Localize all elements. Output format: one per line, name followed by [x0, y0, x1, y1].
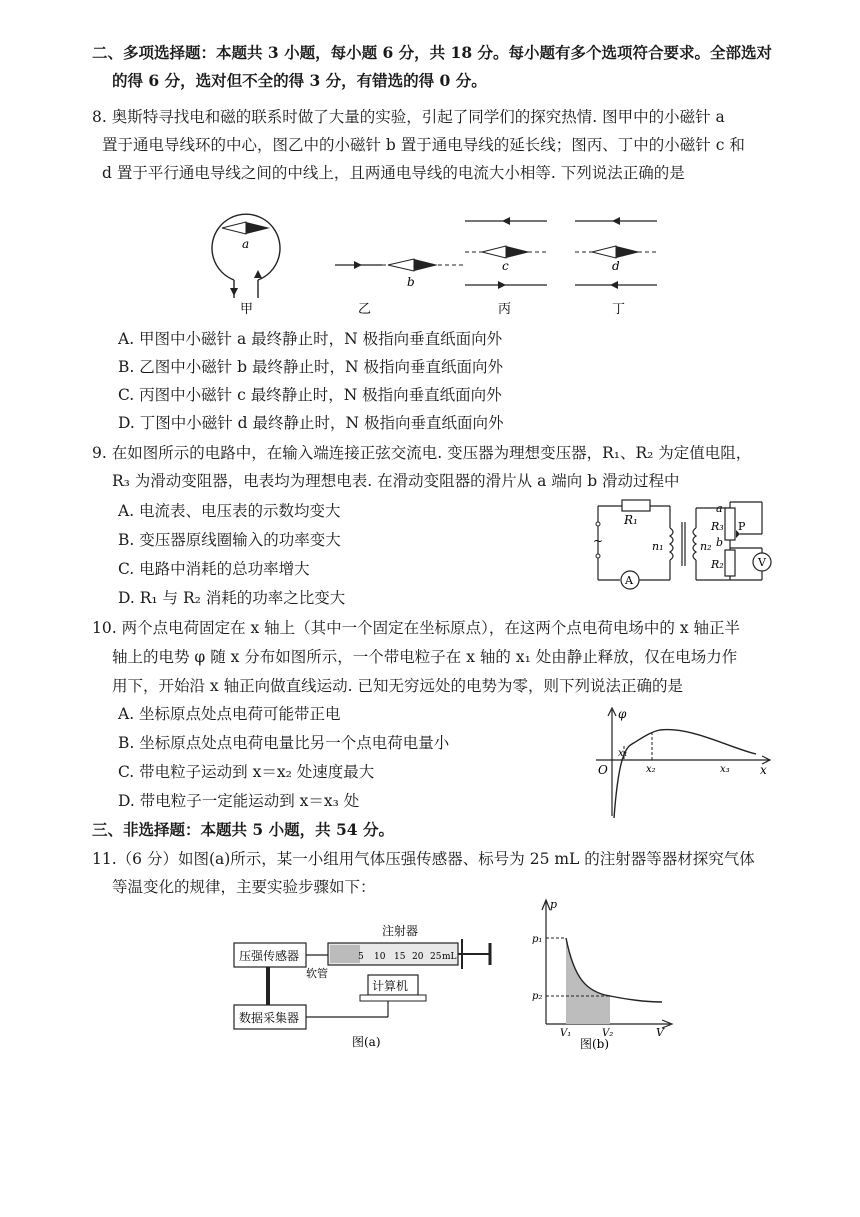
- q9-option-a: A. 电流表、电压表的示数均变大: [118, 502, 341, 520]
- needle-d-label: d: [612, 259, 620, 273]
- r3-label: R₃: [711, 520, 724, 533]
- terminal-a-label: a: [716, 502, 723, 515]
- needle-a-label: a: [242, 237, 250, 251]
- q8-figure: [200, 188, 680, 323]
- q9-stem-2: R₃ 为滑动变阻器，电表均为理想电表. 在滑动变阻器的滑片从 a 端向 b 滑动过程中: [112, 472, 680, 490]
- caption-ding: 丁: [612, 302, 626, 317]
- tube-label: 软管: [306, 967, 328, 980]
- section2-heading: 二、多项选择题：本题共 3 小题，每小题 6 分，共 18 分。每小题有多个选项符合要求。全部选对: [92, 43, 773, 62]
- q8-option-b: B. 乙图中小磁针 b 最终静止时，N 极指向垂直纸面向外: [118, 358, 504, 376]
- x1-label: x₁: [618, 748, 628, 759]
- x-axis-label: x: [760, 763, 767, 777]
- r1-label: R₁: [624, 513, 638, 527]
- q8-stem-2: 置于通电导线环的中心，图乙中的小磁针 b 置于通电导线的延长线；图丙、丁中的小磁针 c 和: [102, 136, 745, 154]
- x2-label: x₂: [646, 764, 656, 775]
- scale-15: 15: [394, 952, 406, 962]
- q10-potential-graph: [590, 704, 780, 822]
- q10-option-b: B. 坐标原点处点电荷电量比另一个点电荷电量小: [118, 734, 450, 752]
- figure-bing: [465, 217, 547, 317]
- computer-label: 计算机: [372, 979, 409, 993]
- q10-stem-1: 10. 两个点电荷固定在 x 轴上（其中一个固定在坐标原点），在这两个点电荷电场中的 x 轴正半: [92, 619, 741, 637]
- terminal-b-label: b: [716, 536, 724, 549]
- fig-a-caption: 图(a): [352, 1035, 381, 1049]
- q9-option-d: D. R₁ 与 R₂ 消耗的功率之比变大: [118, 589, 346, 607]
- q9-stem-1: 9. 在如图所示的电路中，在输入端连接正弦交流电. 变压器为理想变压器，R₁、R₂ 为定值电阻，: [92, 444, 752, 462]
- scale-unit: mL: [442, 952, 457, 962]
- p-axis-label: p: [550, 898, 558, 911]
- resistor-r1: [622, 500, 650, 511]
- q8-stem-1: 8. 奥斯特寻找电和磁的联系时做了大量的实验，引起了同学们的探究热情. 图甲中的小磁针 a: [92, 108, 725, 126]
- phi-axis-label: φ: [618, 707, 627, 721]
- q10-option-c: C. 带电粒子运动到 x＝x₂ 处速度最大: [118, 763, 375, 781]
- q10-stem-2: 轴上的电势 φ 随 x 分布如图所示，一个带电粒子在 x 轴的 x₁ 处由静止释放，仅在电场力作: [112, 648, 738, 666]
- caption-yi: 乙: [358, 302, 372, 317]
- q10-stem-3: 用下，开始沿 x 轴正向做直线运动. 已知无穷远处的电势为零，则下列说法正确的是: [112, 677, 683, 695]
- voltmeter-label: V: [758, 556, 766, 569]
- fig-b-caption: 图(b): [580, 1037, 610, 1050]
- caption-jia: 甲: [240, 302, 254, 317]
- figure-ding: [575, 217, 657, 317]
- scale-10: 10: [374, 952, 386, 962]
- p1-label: p₁: [532, 934, 543, 945]
- q11-figure-b: [530, 896, 680, 1050]
- q9-circuit: [590, 494, 780, 590]
- resistor-r2: [725, 550, 735, 576]
- syringe-label: 注射器: [382, 924, 419, 938]
- data-collector-label: 数据采集器: [239, 1011, 300, 1025]
- section2-heading-cont: 的得 6 分，选对但不全的得 3 分，有错选的得 0 分。: [112, 71, 487, 90]
- origin-label: O: [598, 763, 608, 777]
- n2-label: n₂: [700, 540, 712, 553]
- caption-bing: 丙: [498, 302, 512, 317]
- v1-label: V₁: [560, 1028, 572, 1039]
- ammeter-label: A: [625, 574, 633, 587]
- r2-label: R₂: [711, 558, 724, 571]
- slider-p-label: P: [738, 520, 746, 533]
- q8-option-d: D. 丁图中小磁针 d 最终静止时，N 极指向垂直纸面向外: [118, 414, 504, 432]
- v2-label: V₂: [602, 1028, 614, 1039]
- p2-label: p₂: [532, 991, 543, 1002]
- pressure-sensor-label: 压强传感器: [239, 949, 300, 963]
- figure-jia: [212, 214, 280, 317]
- needle-c-label: c: [502, 259, 509, 273]
- q8-option-c: C. 丙图中小磁针 c 最终静止时，N 极指向垂直纸面向外: [118, 386, 502, 404]
- scale-20: 20: [412, 952, 424, 962]
- svg-text:~: ~: [593, 534, 604, 548]
- shaded-area: [566, 938, 610, 1024]
- scale-25: 25: [430, 952, 442, 962]
- figure-yi: [335, 259, 464, 317]
- phi-curve: [614, 730, 756, 818]
- needle-b-label: b: [407, 275, 415, 289]
- q8-option-a: A. 甲图中小磁针 a 最终静止时，N 极指向垂直纸面向外: [118, 330, 503, 348]
- scale-5: 5: [358, 952, 364, 962]
- q8-stem-3: d 置于平行通电导线之间的中线上，且两通电导线的电流大小相等. 下列说法正确的是: [102, 164, 685, 182]
- n1-label: n₁: [652, 540, 664, 553]
- rheostat-r3: [725, 508, 735, 540]
- q10-option-d: D. 带电粒子一定能运动到 x＝x₃ 处: [118, 792, 360, 810]
- v-axis-label: V: [656, 1026, 664, 1039]
- q10-option-a: A. 坐标原点处点电荷可能带正电: [118, 705, 341, 723]
- q9-option-c: C. 电路中消耗的总功率增大: [118, 560, 310, 578]
- q11-stem-1: 11.（6 分）如图(a)所示，某一小组用气体压强传感器、标号为 25 mL 的注射器等器材探究气体: [92, 850, 755, 868]
- q11-figure-a: [232, 915, 512, 1050]
- q11-stem-2: 等温变化的规律，主要实验步骤如下：: [112, 878, 376, 896]
- q9-option-b: B. 变压器原线圈输入的功率变大: [118, 531, 341, 549]
- x3-label: x₃: [720, 764, 730, 775]
- section3-heading: 三、非选择题：本题共 5 小题，共 54 分。: [92, 820, 394, 839]
